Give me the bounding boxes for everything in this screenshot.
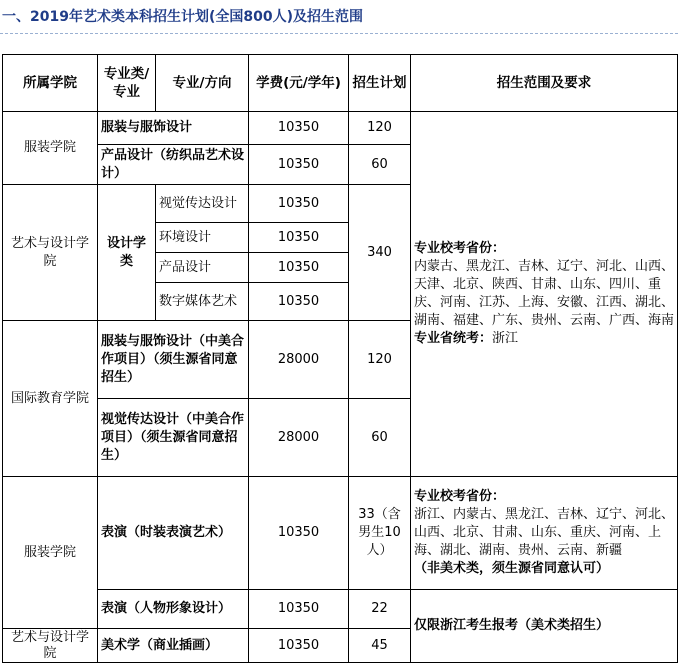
plan-cell: 120: [349, 321, 411, 399]
scope-title: 专业校考省份：: [414, 489, 506, 504]
college-cell: 艺术与设计学院: [3, 629, 98, 663]
enrollment-plan-table: [2, 54, 678, 663]
major-cell: 表演（时装表演艺术）: [98, 477, 249, 590]
college-cell: 服装学院: [3, 112, 98, 185]
scope-cell: [411, 112, 678, 477]
major-cell: 视觉传达设计（中美合作项目）（须生源省同意招生）: [98, 399, 249, 477]
fee-cell: 10350: [249, 185, 349, 223]
fee-cell: 10350: [249, 477, 349, 590]
college-cell: 国际教育学院: [3, 321, 98, 477]
scope-note: （非美术类，须生源省同意认可）: [414, 561, 610, 576]
major-cell: 表演（人物形象设计）: [98, 590, 249, 629]
scope-cell: [411, 477, 678, 590]
fee-cell: 28000: [249, 321, 349, 399]
header-category: 专业类/专业: [98, 55, 156, 112]
plan-cell: 45: [349, 629, 411, 663]
scope-title-2: 专业省统考：: [414, 331, 493, 346]
plan-cell: 340: [349, 185, 411, 321]
scope-subline: [414, 330, 674, 348]
header-direction: 专业/方向: [156, 55, 249, 112]
plan-cell: 33（含男生10人）: [349, 477, 411, 590]
category-cell: 设计学类: [98, 185, 156, 321]
fee-cell: 10350: [249, 112, 349, 145]
table-row: [3, 590, 678, 629]
fee-cell: 10350: [249, 223, 349, 253]
major-cell: 服装与服饰设计: [98, 112, 249, 145]
major-cell: 服装与服饰设计（中美合作项目）（须生源省同意招生）: [98, 321, 249, 399]
header-scope: 招生范围及要求: [411, 55, 678, 112]
scope-text-2: 浙江: [492, 331, 519, 346]
header-row: [3, 55, 678, 112]
header-fee: 学费(元/学年): [249, 55, 349, 112]
fee-cell: 10350: [249, 145, 349, 185]
table-row: [3, 112, 678, 145]
direction-cell: 视觉传达设计: [156, 185, 249, 223]
header-college: 所属学院: [3, 55, 98, 112]
direction-cell: 环境设计: [156, 223, 249, 253]
table-row: [3, 477, 678, 590]
scope-title: 专业校考省份：: [414, 241, 506, 256]
plan-cell: 22: [349, 590, 411, 629]
heading-divider: [0, 33, 678, 34]
scope-text: 浙江、内蒙古、黑龙江、吉林、辽宁、河北、山西、北京、甘肃、山东、重庆、河南、上海、湖北、湖南、贵州、云南、新疆: [414, 507, 675, 558]
fee-cell: 28000: [249, 399, 349, 477]
fee-cell: 10350: [249, 629, 349, 663]
plan-cell: 60: [349, 145, 411, 185]
college-cell: 艺术与设计学院: [3, 185, 98, 321]
header-plan: 招生计划: [349, 55, 411, 112]
plan-cell: 60: [349, 399, 411, 477]
scope-text: 内蒙古、黑龙江、吉林、辽宁、河北、山西、天津、北京、陕西、甘肃、山东、四川、重庆、河南、江苏、上海、安徽、江西、湖北、湖南、福建、广东、贵州、云南、广西、海南: [414, 259, 675, 328]
fee-cell: 10350: [249, 283, 349, 321]
direction-cell: 产品设计: [156, 253, 249, 283]
direction-cell: 数字媒体艺术: [156, 283, 249, 321]
fee-cell: 10350: [249, 590, 349, 629]
plan-cell: 120: [349, 112, 411, 145]
major-cell: 产品设计（纺织品艺术设计）: [98, 145, 249, 185]
college-cell: 服装学院: [3, 477, 98, 629]
section-heading: 一、2019年艺术类本科招生计划(全国800人)及招生范围: [2, 9, 363, 25]
fee-cell: 10350: [249, 253, 349, 283]
major-cell: 美术学（商业插画）: [98, 629, 249, 663]
scope-cell: 仅限浙江考生报考（美术类招生）: [411, 590, 678, 663]
